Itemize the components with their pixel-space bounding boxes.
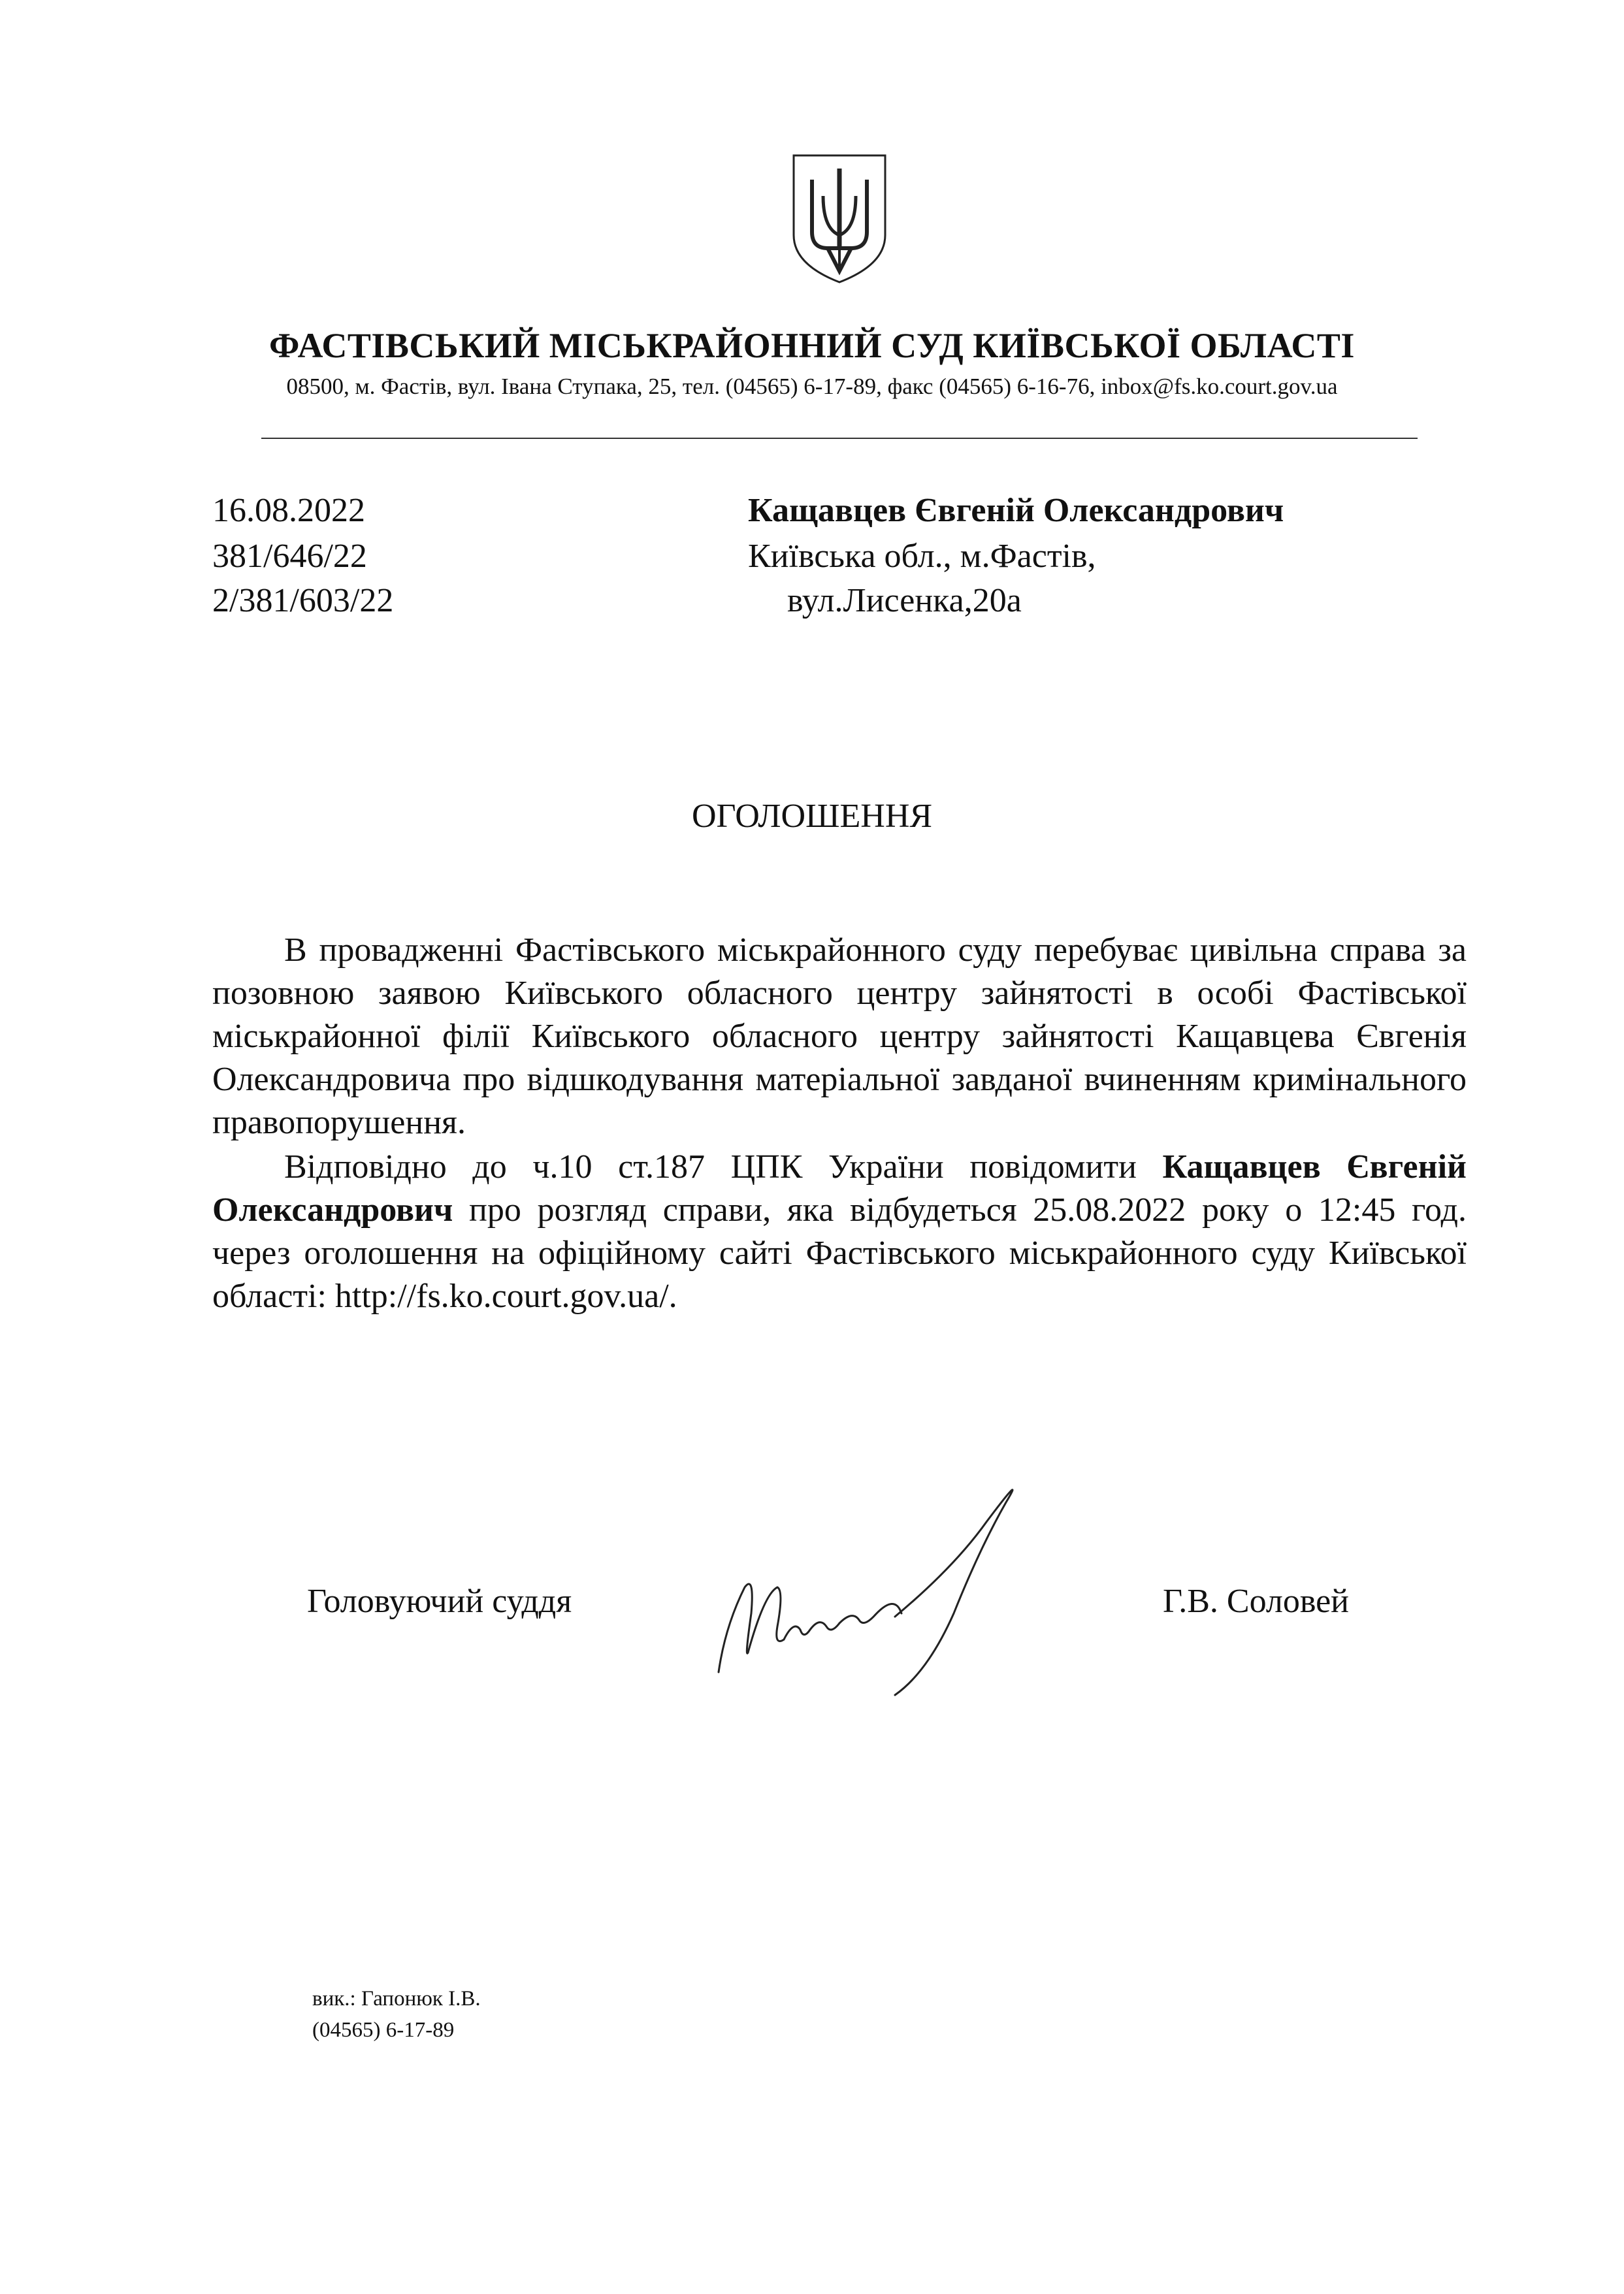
addressee-address-line2: вул.Лисенка,20а xyxy=(787,582,1022,619)
signatory-role: Головуючий суддя xyxy=(307,1583,572,1620)
executor-name: вик.: Гапонюк І.В. xyxy=(312,1987,481,2011)
document-date: 16.08.2022 xyxy=(212,492,365,529)
proceeding-number: 2/381/603/22 xyxy=(212,582,394,619)
addressee-address-line1: Київська обл., м.Фастів, xyxy=(748,538,1096,575)
addressee-name: Кащавцев Євгеній Олександрович xyxy=(748,492,1284,529)
case-number: 381/646/22 xyxy=(212,538,367,575)
court-address: 08500, м. Фастів, вул. Івана Ступака, 25, тел. (04565) 6-17-89, факс (04565) 6-16-76, inbox@fs.ko.court.gov.ua xyxy=(286,374,1338,399)
paragraph-2-addressee-name: Кащавцев Євгеній Олександрович xyxy=(212,1148,1467,1229)
signatory-name: Г.В. Соловей xyxy=(1163,1583,1349,1620)
header-divider xyxy=(261,438,1418,439)
court-name: ФАСТІВСЬКИЙ МІСЬКРАЙОННИЙ СУД КИЇВСЬКОЇ ОБЛАСТІ xyxy=(269,326,1355,365)
document-title: ОГОЛОШЕННЯ xyxy=(691,798,933,835)
handwritten-signature xyxy=(679,1463,1071,1698)
body-paragraph-2 xyxy=(212,1146,1467,1318)
paragraph-2-text-end: про розгляд справи, яка відбудеться 25.08.2022 року о 12:45 год. через оголошення на офіційному сайті Фастівського міськрайонного суду Київської області: http://fs.ko.court.gov.ua/. xyxy=(212,1191,1467,1315)
body-paragraph-1: В провадженні Фастівського міськрайонного суду перебуває цивільна справа за позовною заявою Київського обласного центру зайнятості в особі Фастівської міськрайонної філії Київського обласного центру зайнятості Кащавцева Євгенія Олександровича про відшкодування матеріальної завданої вчиненням кримінального правопорушення. xyxy=(212,931,1467,1141)
tryzub-coat-of-arms-icon xyxy=(787,150,892,287)
executor-phone: (04565) 6-17-89 xyxy=(312,2018,455,2042)
paragraph-2-text-start: Відповідно до ч.10 ст.187 ЦПК України повідомити xyxy=(284,1148,1163,1186)
